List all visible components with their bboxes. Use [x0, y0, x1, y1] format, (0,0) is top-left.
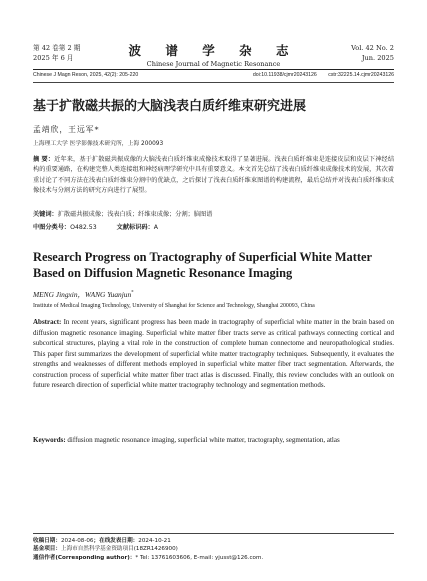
title-cn: 基于扩散磁共振的大脑浅表白质纤维束研究进展 — [33, 99, 307, 114]
abstract-en-label: Abstract: — [33, 318, 62, 326]
volume-en: Vol. 42 No. 2 — [351, 44, 394, 52]
online-date: 2024-10-21 — [138, 538, 171, 544]
class-value: O482.53 — [70, 224, 97, 231]
journal-header-right — [351, 44, 394, 63]
received-date: 2024-08-06 — [60, 538, 94, 544]
abstract-cn-label: 摘 要： — [33, 156, 55, 163]
fund-label: 基金项目： — [33, 546, 61, 553]
online-label: ；在线发表日期： — [93, 538, 139, 544]
corr-label: 通信作者(Corresponding author)： — [33, 554, 136, 561]
abstract-cn-text: 近年来，基于扩散磁共振成像的大脑浅表白质纤维束成像技术取得了显著进展。浅表白质纤维束是连接皮层和皮层下神经结构的重要通路，在构建完整人类连接组和神经病理学研究中具有重要意义。本文首先总结了浅表白质纤维束成像技术的发展，其次着重讨论了不同方法在浅表白质纤维束分割中的优缺点，之后探讨了浅表白质纤维束图谱的构建流程，最后总结并对浅表白质纤维束成像技术与分割方法的研究方向进行了展望。 — [33, 156, 395, 195]
class-label: 中图分类号： — [33, 224, 71, 231]
citation-text: Chinese J Magn Reson, 2025, 42(2): 205-220 — [33, 72, 139, 78]
citation-rule — [33, 82, 394, 83]
date-cn: 2025 年 6 月 — [33, 53, 74, 62]
doi-link[interactable]: doi:10.11938/cjmr20243126 — [252, 72, 317, 78]
abstract-cn — [33, 155, 394, 197]
keywords-en-text: diffusion magnetic resonance imaging, superficial white matter, tractography, segmentation, atlas — [67, 436, 340, 444]
classification-cn — [33, 222, 158, 231]
corr-text: * Tel: 13761603606, E-mail: yjusst@126.com. — [135, 554, 264, 561]
journal-name-cn: 波 谱 学 杂 志 — [128, 43, 299, 58]
fund-text: 上海市自然科学基金资助项目(18ZR1426900) — [60, 546, 178, 553]
abstract-en — [33, 317, 394, 391]
title-en: Research Progress on Tractography of Superficial White Matter Based on Diffusion Magnetic Resonance Imaging — [33, 250, 372, 280]
header-rule — [33, 69, 394, 70]
citation-ids — [243, 72, 394, 78]
keywords-cn-label: 关键词： — [33, 211, 58, 218]
received-line — [33, 537, 394, 545]
footnotes — [33, 537, 394, 562]
footnote-rule — [33, 533, 394, 534]
affiliation-cn: 上海理工大学 医学影像技术研究所，上海 200093 — [33, 141, 164, 147]
corresponding-mark: * — [131, 290, 134, 296]
journal-name-en: Chinese Journal of Magnetic Resonance — [146, 60, 281, 68]
authors-en-text: MENG Jingxin，WANG Yuanjun — [33, 290, 132, 299]
keywords-cn — [33, 209, 212, 218]
affiliation-en: Institute of Medical Imaging Technology, University of Shanghai for Science and Technology, Shanghai 200093, China — [33, 303, 315, 309]
doc-value: A — [153, 224, 159, 231]
keywords-en-label: Keywords: — [33, 436, 66, 444]
keywords-en — [33, 436, 394, 444]
abstract-en-text: In recent years, significant progress has been made in tractography of superficial white matter in the brain based on diffusion magnetic resonance imaging. Superficial white matter fiber tracts serve as critical pathways connecting cortical and subcortical structures, playing a vital role in the construction of complete human connectome and neuropathological studies. This paper first summarizes the development of superficial white matter tractography techniques. Subsequently, it evaluates the strengths and weaknesses of different methods employed in superficial white matter fiber tract segmentation. Afterwards, the construction process of superficial white matter fiber tract atlas is discussed. Finally, this review concludes with an outlook on future research direction of superficial white matter tractography technology and segmentation methods. — [33, 318, 394, 389]
doc-label: 文献标识码： — [116, 224, 154, 231]
authors-cn: 孟靖欣，王远军* — [33, 125, 100, 134]
keywords-cn-text: 扩散磁共振成像；浅表白质；纤维束成像；分割；脑图谱 — [57, 211, 213, 218]
cstr-id: cstr:32225.14.cjmr20243126 — [328, 72, 394, 78]
corr-line — [33, 554, 394, 562]
volume-cn: 第 42 卷第 2 期 — [33, 44, 81, 52]
received-label: 收稿日期： — [33, 538, 61, 544]
authors-en — [33, 289, 134, 300]
date-en: Jun. 2025 — [361, 53, 394, 62]
citation-row — [33, 72, 394, 78]
fund-line — [33, 545, 394, 553]
